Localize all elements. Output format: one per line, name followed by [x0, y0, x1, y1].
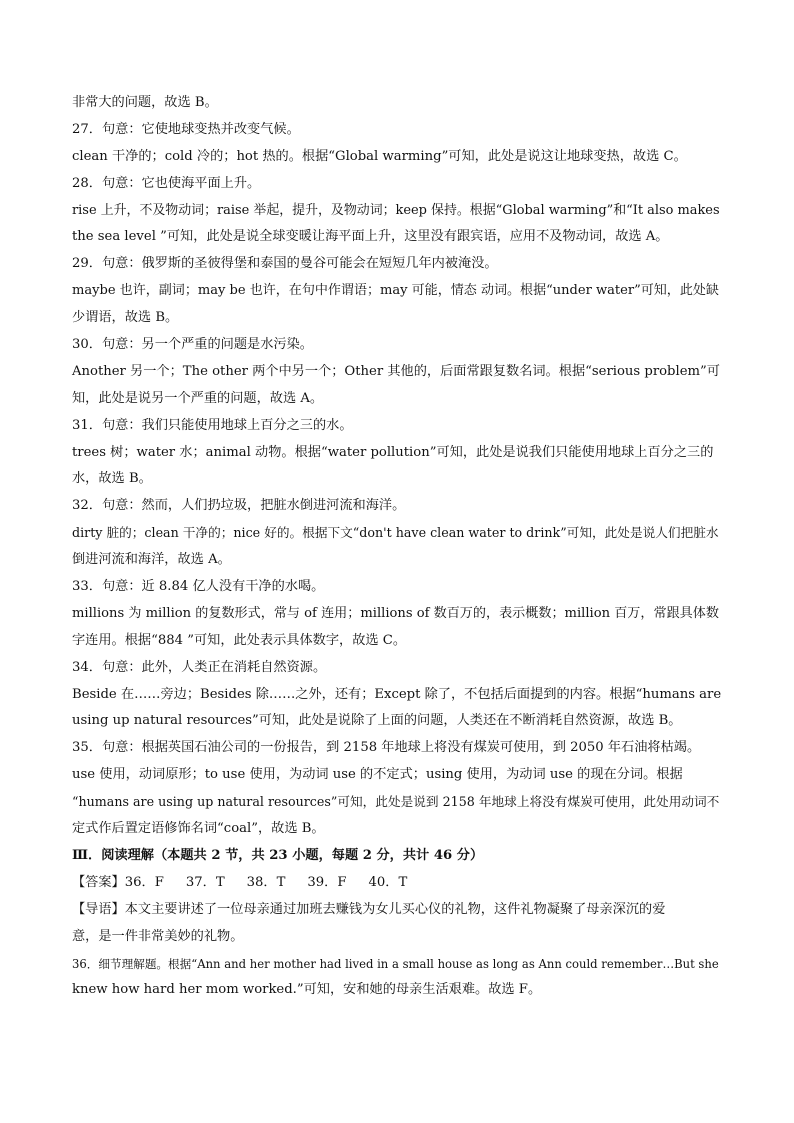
- detail-line: 36．细节理解题。根据“Ann and her mother had lived in a small house as long as Ann could remember…But she: [72, 956, 719, 971]
- answer-key: [72, 870, 722, 897]
- text-line: Beside 在……旁边；Besides 除……之外，还有；Except 除了，不包括后面提到的内容。根据“humans are: [72, 686, 722, 702]
- text-line: use 使用，动词原形；to use 使用，为动词 use 的不定式；using 使用，为动词 use 的现在分词。根据: [72, 767, 683, 783]
- detail-line: knew how hard her mom worked.”可知，安和她的母亲生活艰难。故选 F。: [72, 982, 542, 998]
- text-line: the sea level ”可知，此处是说全球变暖让海平面上升，这里没有跟宾语，应用不及物动词，故选 A。: [72, 229, 669, 245]
- text-line: 字连用。根据“884 ”可知，此处表示具体数字，故选 C。: [72, 632, 407, 648]
- lead-line: 意，是一件非常美妙的礼物。: [72, 928, 244, 944]
- text-line: trees 树；water 水；animal 动物。根据“water pollution”可知，此处是说我们只能使用地球上百分之三的: [72, 444, 714, 460]
- text-line: 定式作后置定语修饰名词“coal”，故选 B。: [72, 821, 325, 837]
- text-line: rise 上升，不及物动词；raise 举起，提升，及物动词；keep 保持。根据“Global warming”和“It also makes: [72, 202, 720, 218]
- text-line: 31．句意：我们只能使用地球上百分之三的水。: [72, 417, 353, 433]
- answer-item: 36．F: [124, 874, 164, 890]
- lead-line: 【导语】本文主要讲述了一位母亲通过加班去赚钱为女儿买心仪的礼物，这件礼物凝聚了母亲深沉的爱: [72, 901, 666, 917]
- text-line: 34．句意：此外，人类正在消耗自然资源。: [72, 659, 327, 675]
- section-heading: Ⅲ．阅读理解（本题共 2 节，共 23 小题，每题 2 分，共计 46 分）: [72, 847, 484, 863]
- text-line: maybe 也许，副词；may be 也许，在句中作谓语；may 可能，情态 动词。根据“under water”可知，此处缺: [72, 283, 719, 299]
- answer-item: 37．T: [185, 874, 225, 890]
- text-line: 水，故选 B。: [72, 471, 152, 487]
- text-line: 少谓语，故选 B。: [72, 310, 179, 326]
- answer-item: 39．F: [307, 874, 347, 890]
- text-line: 33．句意：近 8.84 亿人没有干净的水喝。: [72, 579, 325, 595]
- text-line: 29．句意：俄罗斯的圣彼得堡和泰国的曼谷可能会在短短几年内被淹没。: [72, 256, 498, 272]
- text-line: using up natural resources”可知，此处是说除了上面的问题，人类还在不断消耗自然资源，故选 B。: [72, 713, 682, 729]
- text-line: “humans are using up natural resources”可知，此处是说到 2158 年地球上将没有煤炭可使用，此处用动词不: [72, 794, 720, 810]
- text-line: 30．句意：另一个严重的问题是水污染。: [72, 337, 313, 353]
- text-line: 非常大的问题，故选 B。: [72, 95, 218, 110]
- text-line: dirty 脏的；clean 干净的；nice 好的。根据下文“don't have clean water to drink”可知，此处是说人们把脏水: [72, 525, 719, 541]
- text-line: 27．句意：它使地球变热并改变气候。: [72, 121, 300, 137]
- answer-label: 【答案】: [72, 874, 125, 890]
- answer-item: 40．T: [368, 874, 408, 890]
- answer-item: 38．T: [246, 874, 286, 890]
- answer-explanations: [72, 90, 722, 1004]
- text-line: 28．句意：它也使海平面上升。: [72, 175, 261, 191]
- text-line: Another 另一个；The other 两个中另一个；Other 其他的，后面常跟复数名词。根据“serious problem”可: [72, 363, 720, 379]
- text-line: clean 干净的；cold 冷的；hot 热的。根据“Global warming”可知，此处是说这让地球变热，故选 C。: [72, 148, 687, 164]
- text-line: millions 为 million 的复数形式，常与 of 连用；millions of 数百万的，表示概数；million 百万，常跟具体数: [72, 605, 719, 621]
- text-line: 35．句意：根据英国石油公司的一份报告，到 2158 年地球上将没有煤炭可使用，到 2050 年石油将枯竭。: [72, 740, 701, 756]
- text-line: 知，此处是说另一个严重的问题，故选 A。: [72, 390, 324, 406]
- text-line: 32．句意：然而，人们扔垃圾，把脏水倒进河流和海洋。: [72, 498, 406, 514]
- text-line: 倒进河流和海洋，故选 A。: [72, 552, 231, 568]
